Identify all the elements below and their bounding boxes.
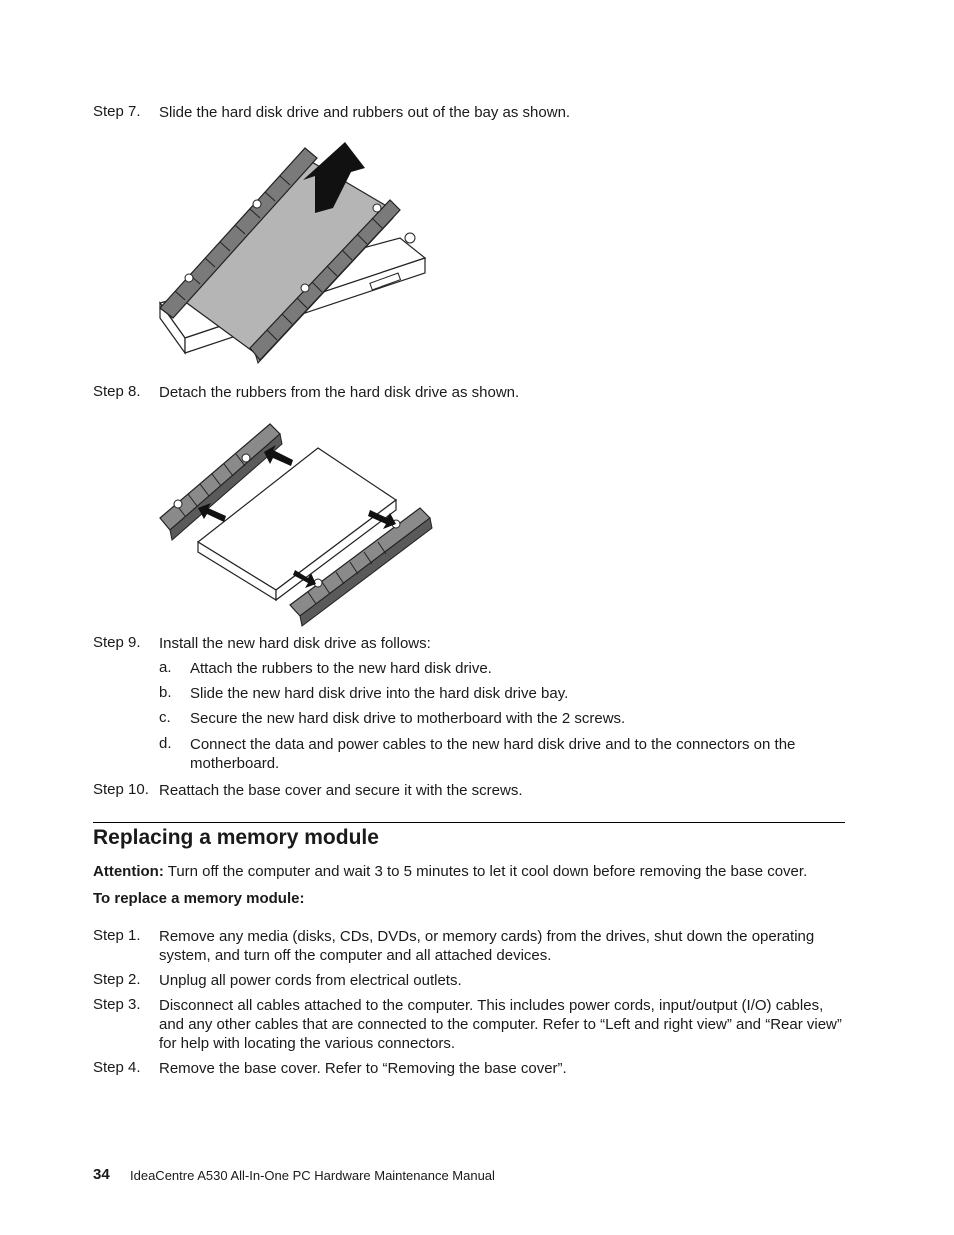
step-text: Remove the base cover. Refer to “Removing the base cover”. xyxy=(159,1060,567,1077)
step-number: Step 2. xyxy=(93,971,141,988)
substep-letter: a. xyxy=(159,659,172,676)
step-text: Install the new hard disk drive as follows: xyxy=(159,635,431,652)
substep-letter: c. xyxy=(159,709,171,726)
section-heading: Replacing a memory module xyxy=(93,826,379,849)
substep-text: Slide the new hard disk drive into the hard disk drive bay. xyxy=(190,685,569,702)
step-number: Step 3. xyxy=(93,996,141,1013)
procedure-label: To replace a memory module: xyxy=(93,890,305,907)
substep-letter: b. xyxy=(159,684,172,701)
page-number: 34 xyxy=(93,1166,110,1183)
attention-text: Turn off the computer and wait 3 to 5 minutes to let it cool down before removing the base cover. xyxy=(163,863,808,880)
section-divider xyxy=(93,822,845,823)
attention-label: Attention: xyxy=(93,863,164,880)
attention-note xyxy=(93,862,853,881)
step-number: Step 10. xyxy=(93,781,149,798)
step-number: Step 9. xyxy=(93,634,141,651)
hdd-removal-illustration xyxy=(155,138,430,373)
substep-text: Connect the data and power cables to the new hard disk drive and to the connectors on the motherboard. xyxy=(190,736,796,772)
step-text: Detach the rubbers from the hard disk drive as shown. xyxy=(159,384,520,401)
step-text: Disconnect all cables attached to the computer. This includes power cords, input/output (I/O) cables, and any other cables that are connected to the computer. Refer to “Left and right view” and “Rear view” for help with locating the various connectors. xyxy=(159,997,842,1052)
step-text: Slide the hard disk drive and rubbers out of the bay as shown. xyxy=(159,104,571,121)
substep-text: Attach the rubbers to the new hard disk drive. xyxy=(190,660,492,677)
step-text: Unplug all power cords from electrical outlets. xyxy=(159,972,462,989)
footer-title: IdeaCentre A530 All-In-One PC Hardware Maintenance Manual xyxy=(130,1168,495,1183)
step-number: Step 1. xyxy=(93,927,141,944)
substep-letter: d. xyxy=(159,735,172,752)
step-text: Reattach the base cover and secure it with the screws. xyxy=(159,782,523,799)
step-number: Step 8. xyxy=(93,383,141,400)
step-text: Remove any media (disks, CDs, DVDs, or memory cards) from the drives, shut down the operating system, and turn off the computer and all attached devices. xyxy=(159,928,815,964)
rubber-detach-illustration xyxy=(158,420,436,630)
substep-text: Secure the new hard disk drive to motherboard with the 2 screws. xyxy=(190,710,626,727)
step-number: Step 7. xyxy=(93,103,141,120)
step-number: Step 4. xyxy=(93,1059,141,1076)
